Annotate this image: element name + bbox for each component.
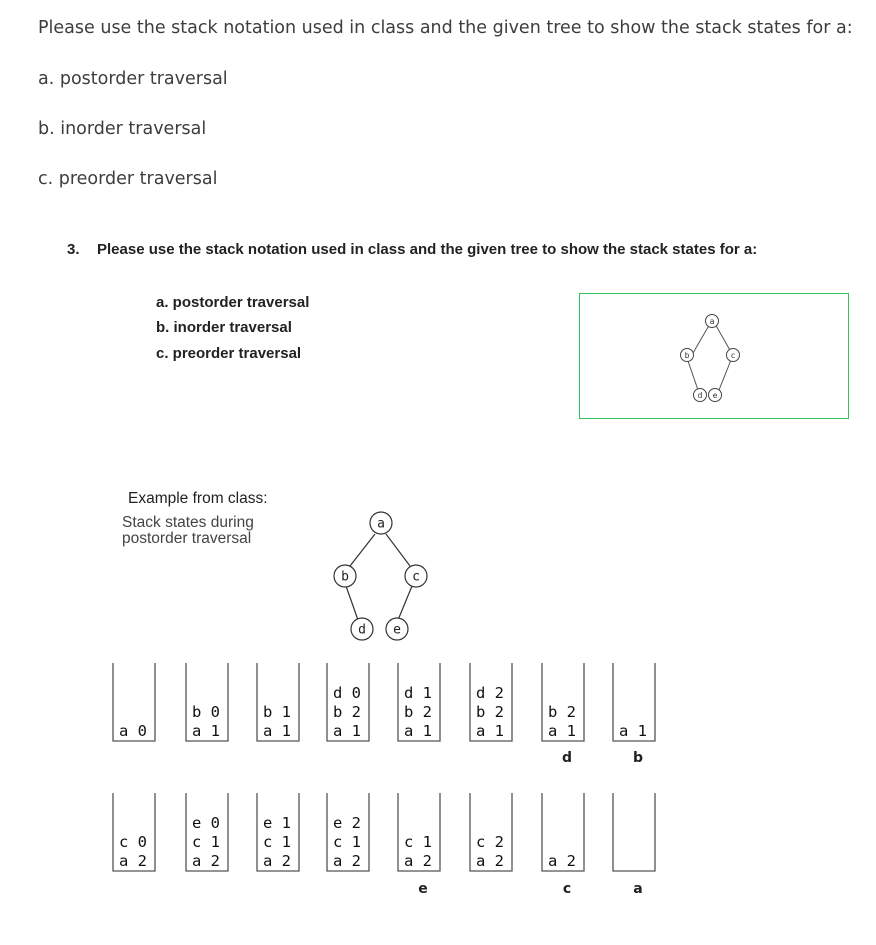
stack-cell: d 1 [404, 684, 432, 702]
stack-cell: b 2 [404, 703, 432, 721]
problem-option-postorder: a. postorder traversal [156, 294, 310, 311]
stack-cell: a 1 [476, 722, 504, 740]
stack-cell: c 1 [263, 833, 291, 851]
stack-cell: b 2 [548, 703, 576, 721]
problem-option-inorder: b. inorder traversal [156, 319, 292, 336]
stack-cell: b 2 [333, 703, 361, 721]
option-postorder: a. postorder traversal [38, 69, 228, 89]
popped-node-label: b [632, 750, 644, 766]
stack-cell: a 2 [119, 852, 147, 870]
stack-cell: a 0 [119, 722, 147, 740]
node-a-label: a [377, 516, 385, 532]
stack-cell: d 0 [333, 684, 361, 702]
small-node-e-label: e [712, 391, 718, 400]
small-node-a-label: a [709, 317, 715, 326]
stack-cell: a 1 [263, 722, 291, 740]
stack-cell: a 2 [404, 852, 432, 870]
stack-cell: b 2 [476, 703, 504, 721]
stack-cell: a 2 [263, 852, 291, 870]
question-prompt: Please use the stack notation used in class and the given tree to show the stack states for a: [38, 18, 853, 38]
problem-prompt: Please use the stack notation used in class and the given tree to show the stack states for a: [97, 241, 758, 258]
stack-cell: a 2 [333, 852, 361, 870]
node-e-label: e [393, 622, 401, 638]
stack-cell: a 2 [192, 852, 220, 870]
stack-state [113, 793, 155, 871]
stack-cell: b 1 [263, 703, 291, 721]
problem-option-preorder: c. preorder traversal [156, 345, 302, 362]
small-node-b-label: b [684, 351, 690, 360]
stack-state [470, 663, 512, 741]
problem-number: 3. [67, 241, 80, 258]
popped-node-label: e [418, 881, 428, 897]
node-c-label: c [412, 569, 420, 585]
stack-frame [613, 793, 655, 871]
stack-state [257, 663, 299, 741]
stack-cell: d 2 [476, 684, 504, 702]
option-inorder: b. inorder traversal [38, 119, 207, 139]
stack-cell: c 0 [119, 833, 147, 851]
stack-state [398, 663, 440, 741]
stack-cell: a 1 [548, 722, 576, 740]
stack-state [327, 793, 369, 871]
node-b-label: b [341, 569, 349, 585]
stack-state [613, 793, 655, 897]
option-preorder: c. preorder traversal [38, 169, 218, 189]
stack-cell: a 1 [619, 722, 647, 740]
stack-cell: e 1 [263, 814, 291, 832]
small-node-d-label: d [697, 391, 703, 400]
stack-state [613, 663, 655, 766]
stack-state [542, 663, 584, 766]
stack-cell: b 0 [192, 703, 220, 721]
popped-node-label: a [633, 881, 643, 897]
stack-cell: a 2 [548, 852, 576, 870]
example-tree [334, 512, 427, 640]
stack-cell: e 2 [333, 814, 361, 832]
stack-state [470, 793, 512, 871]
example-heading: Example from class: [128, 490, 268, 507]
stack-cell: a 2 [476, 852, 504, 870]
stack-cell: a 1 [404, 722, 432, 740]
stack-state [186, 663, 228, 741]
stack-state [113, 663, 155, 741]
stack-cell: e 0 [192, 814, 220, 832]
stack-cell: c 1 [404, 833, 432, 851]
stack-state [327, 663, 369, 741]
popped-node-label: c [562, 881, 572, 897]
small-node-c-label: c [730, 351, 736, 360]
stack-state [542, 793, 584, 897]
popped-node-label: d [561, 750, 573, 766]
stack-state [398, 793, 440, 897]
stack-cell: c 1 [192, 833, 220, 851]
node-d-label: d [358, 622, 366, 638]
stack-cell: a 1 [192, 722, 220, 740]
example-caption-line1: Stack states during [122, 514, 254, 531]
stack-cell: c 1 [333, 833, 361, 851]
stack-state [257, 793, 299, 871]
stack-cell: c 2 [476, 833, 504, 851]
stack-state [186, 793, 228, 871]
stack-cell: a 1 [333, 722, 361, 740]
example-caption-line2: postorder traversal [122, 530, 252, 547]
